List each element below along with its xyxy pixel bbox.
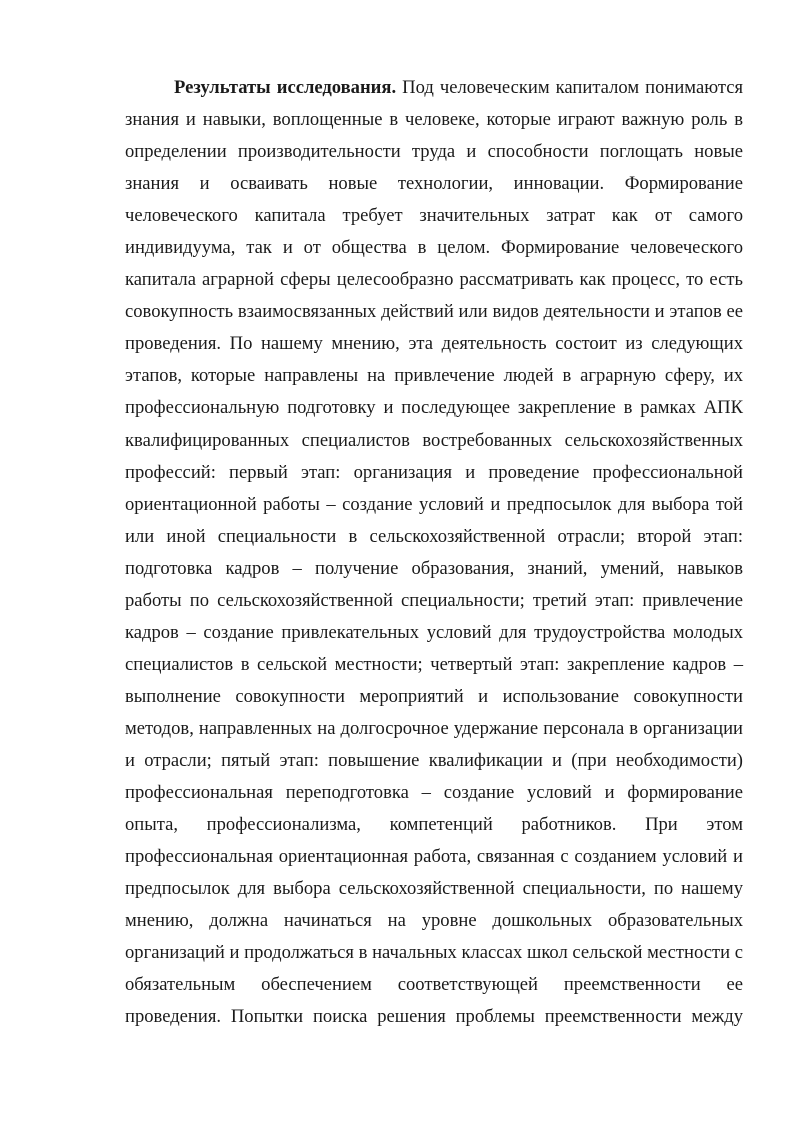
text-line: работы по сельскохозяйственной специальности; третий этап: привлечение xyxy=(125,589,743,611)
text-line: профессиональную подготовку и последующее закрепление в рамках АПК xyxy=(125,397,743,419)
text-line: профессий: первый этап: организация и проведение профессиональной xyxy=(125,461,743,483)
text-line: индивидуума, так и от общества в целом. Формирование человеческого xyxy=(125,237,743,259)
text-line: мнению, должна начинаться на уровне дошкольных образовательных xyxy=(125,910,743,932)
text-line: организаций и продолжаться в начальных классах школ сельской местности с xyxy=(125,942,743,964)
text-line: подготовка кадров – получение образования, знаний, умений, навыков xyxy=(125,557,743,579)
section-heading: Результаты исследования. xyxy=(174,77,397,98)
text-line: или иной специальности в сельскохозяйственной отрасли; второй этап: xyxy=(125,525,743,547)
paragraph-first-line xyxy=(125,72,743,104)
text-line: кадров – создание привлекательных условий для трудоустройства молодых xyxy=(125,621,743,643)
text-line: профессиональная ориентационная работа, связанная с созданием условий и xyxy=(125,846,743,868)
text-line: обязательным обеспечением соответствующей преемственности ее xyxy=(125,974,743,996)
text-line: человеческого капитала требует значительных затрат как от самого xyxy=(125,205,743,227)
text-line: выполнение совокупности мероприятий и использование совокупности xyxy=(125,685,743,707)
text-line: знания и навыки, воплощенные в человеке, которые играют важную роль в xyxy=(125,109,743,131)
text-line: этапов, которые направлены на привлечение людей в аграрную сферу, их xyxy=(125,365,743,387)
text-line: специалистов в сельской местности; четвертый этап: закрепление кадров – xyxy=(125,653,743,675)
text-line: проведения. Попытки поиска решения проблемы преемственности между xyxy=(125,1006,743,1028)
text-line: и отрасли; пятый этап: повышение квалификации и (при необходимости) xyxy=(125,749,743,771)
text-line: определении производительности труда и способности поглощать новые xyxy=(125,141,743,163)
text-line: предпосылок для выбора сельскохозяйственной специальности, по нашему xyxy=(125,878,743,900)
text-line: совокупность взаимосвязанных действий или видов деятельности и этапов ее xyxy=(125,301,743,323)
text-line: проведения. По нашему мнению, эта деятельность состоит из следующих xyxy=(125,333,743,355)
body-paragraph xyxy=(125,72,743,1033)
first-line-text: Под человеческим капиталом понимаются xyxy=(396,77,743,98)
text-line: капитала аграрной сферы целесообразно рассматривать как процесс, то есть xyxy=(125,269,743,291)
text-line: опыта, профессионализма, компетенций работников. При этом xyxy=(125,814,743,836)
text-line: профессиональная переподготовка – создание условий и формирование xyxy=(125,782,743,804)
text-line: квалифицированных специалистов востребованных сельскохозяйственных xyxy=(125,429,743,451)
text-line: знания и осваивать новые технологии, инновации. Формирование xyxy=(125,173,743,195)
text-line: методов, направленных на долгосрочное удержание персонала в организации xyxy=(125,717,743,739)
text-line: ориентационной работы – создание условий и предпосылок для выбора той xyxy=(125,493,743,515)
